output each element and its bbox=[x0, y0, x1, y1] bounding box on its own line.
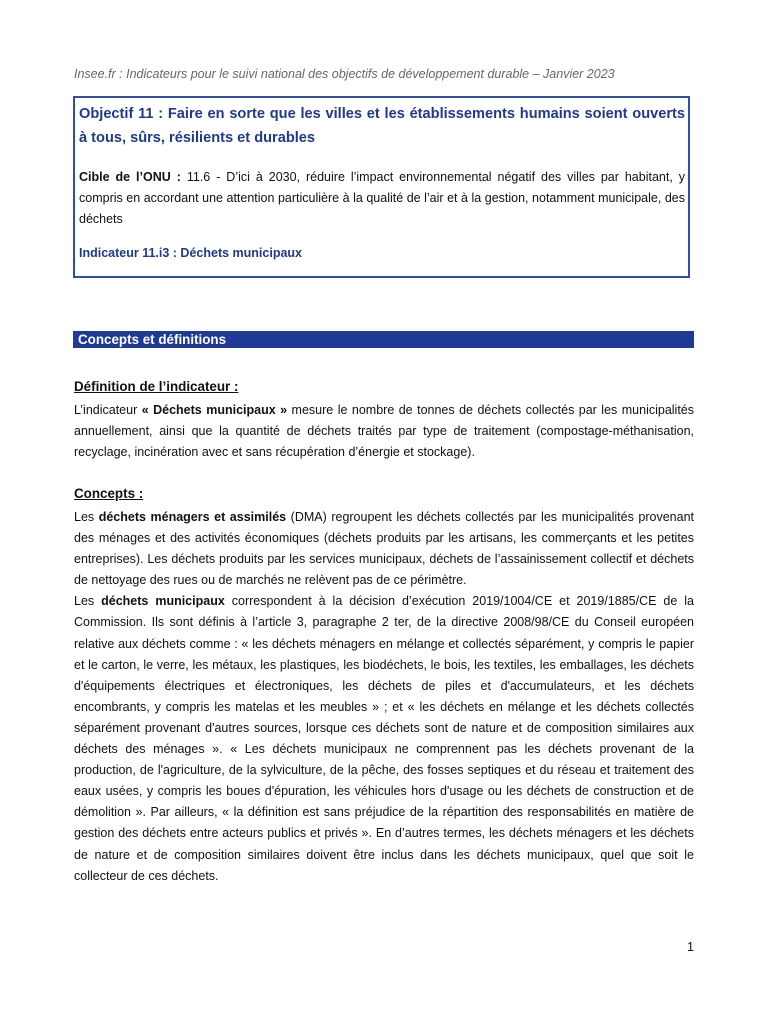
objective-box bbox=[73, 96, 690, 278]
un-target-text: 11.6 - D’ici à 2030, réduire l’impact environnemental négatif des villes par habitant, y compris en accordant une attention particulière à la qualité de l’air et à la gestion, notamment municipale, des déchets bbox=[79, 170, 686, 226]
definition-text-start: L’indicateur bbox=[74, 403, 142, 417]
definition-term: « Déchets municipaux » bbox=[141, 403, 288, 417]
dma-paragraph bbox=[74, 507, 694, 591]
municipal-term: déchets municipaux bbox=[101, 594, 225, 609]
concepts-body bbox=[74, 507, 694, 887]
un-target-label: Cible de l’ONU : bbox=[79, 170, 181, 184]
definition-text-end: mesure le nombre de tonnes de déchets collectés par les municipalités annuellement, ainsi que la quantité de déchets traités par type de traitement (compostage-méthanisation, recyclage, incinération avec et sans récupération d’énergie et stockage). bbox=[74, 403, 695, 460]
page-number: 1 bbox=[687, 940, 694, 954]
objective-title: Objectif 11 : Faire en sorte que les villes et les établissements humains soient ouverts à tous, sûrs, résilients et durables bbox=[79, 106, 685, 146]
indicator-title: Indicateur 11.i3 : Déchets municipaux bbox=[79, 246, 302, 260]
dma-text-end: (DMA) regroupent les déchets collectés par les municipalités provenant des ménages et des activités économiques (déchets produits par les artisans, les commerçants et les petites entreprises). Les déchets produits par les services municipaux, déchets de l’assainissement collectif et déchets de nettoyage des rues ou de marchés ne relèvent pas de ce périmètre. bbox=[74, 510, 694, 588]
municipal-text-end: correspondent à la décision d’exécution 2019/1004/CE et 2019/1885/CE de la Commission. Ils sont définis à l’article 3, paragraphe 2 ter, de la directive 2008/98/CE du Conseil européen relative aux déchets comme : « les déchets ménagers en mélange et collectés séparément, y compris le papier et le carton, le verre, les métaux, les plastiques, les biodéchets, le bois, les textiles, les emballages, les déchets d'équipements électriques et électroniques, les déchets de piles et d'accumulateurs, et les déchets encombrants, y compris les matelas et les meubles » ; et « les déchets en mélange et les déchets collectés séparément provenant d'autres sources, lorsque ces déchets sont de nature et de composition similaires aux déchets des ménages ». « Les déchets municipaux ne comprennent pas les déchets provenant de la production, de l'agriculture, de la sylviculture, de la pêche, des fosses septiques et du réseau et traitement des eaux usées, y compris les boues d'épuration, les véhicules hors d'usage ou les déchets de construction et de démolition ». Par ailleurs, « la définition est sans préjudice de la répartition des responsabilités en matière de gestion des déchets entre acteurs publics et privés ». En d’autres termes, les déchets ménagers et les déchets de nature et de composition similaires doivent être inclus dans les déchets municipaux, quel que soit le collecteur de ces déchets. bbox=[74, 594, 694, 883]
page-header: Insee.fr : Indicateurs pour le suivi national des objectifs de développement durable – Janvier 2023 bbox=[74, 67, 615, 81]
dma-term: déchets ménagers et assimilés bbox=[98, 510, 287, 524]
un-target-paragraph bbox=[79, 167, 685, 230]
definition-paragraph bbox=[74, 400, 694, 463]
concepts-heading: Concepts : bbox=[74, 486, 144, 501]
municipal-waste-paragraph bbox=[74, 591, 694, 886]
municipal-text-start: Les bbox=[74, 594, 102, 609]
definition-heading: Définition de l’indicateur : bbox=[74, 379, 239, 394]
dma-text-start: Les bbox=[74, 510, 99, 524]
section-heading-bar: Concepts et définitions bbox=[73, 331, 694, 348]
